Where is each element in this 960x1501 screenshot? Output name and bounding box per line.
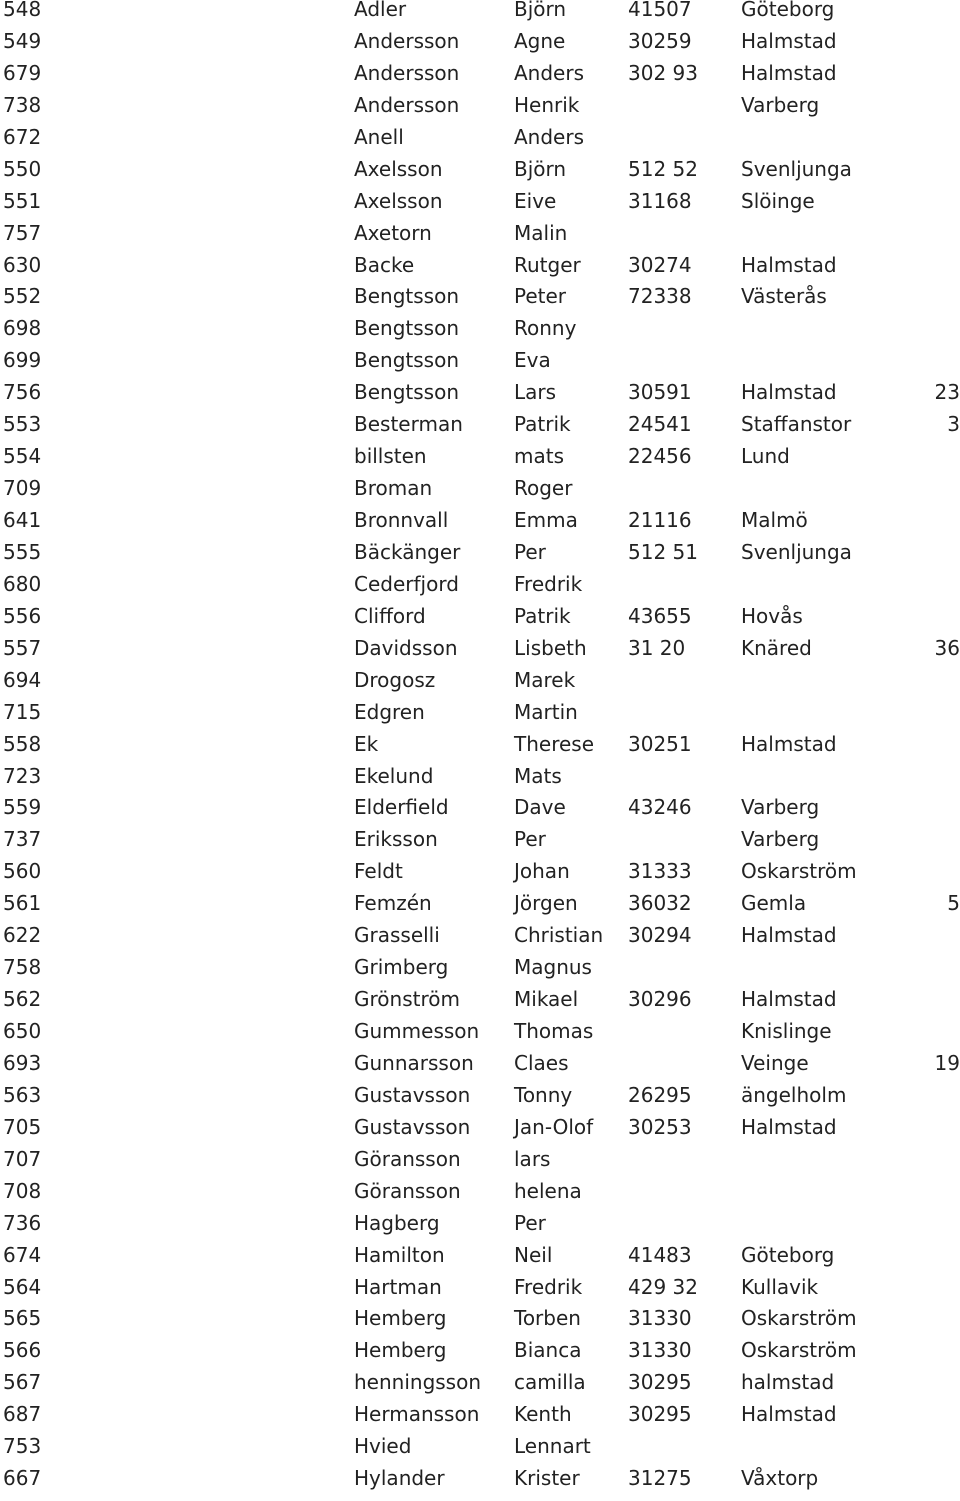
- member-id: 550: [3, 156, 42, 181]
- first-name: Fredrik: [514, 1274, 583, 1299]
- table-row: [0, 859, 960, 894]
- member-id: 757: [3, 220, 42, 245]
- table-row: [0, 1178, 960, 1214]
- city: Våxtorp: [741, 1466, 819, 1491]
- first-name: lars: [514, 1146, 551, 1171]
- first-name: Kenth: [514, 1402, 572, 1427]
- first-name: Marek: [514, 667, 576, 692]
- table-row: [0, 635, 960, 671]
- city: Varberg: [741, 795, 820, 820]
- member-id: 622: [3, 923, 42, 948]
- member-id: 715: [3, 699, 42, 724]
- table-row: [0, 1242, 960, 1278]
- city: Halmstad: [741, 60, 837, 85]
- first-name: Mikael: [514, 987, 579, 1012]
- postal-code: 302 93: [628, 60, 698, 85]
- last-name: Eriksson: [354, 827, 438, 852]
- last-name: Axelsson: [354, 156, 443, 181]
- member-id: 753: [3, 1434, 42, 1459]
- postal-code: 31330: [628, 1306, 692, 1331]
- table-row: [0, 1050, 960, 1086]
- member-id: 558: [3, 731, 42, 756]
- last-name: Davidsson: [354, 635, 458, 660]
- last-name: Grimberg: [354, 955, 449, 980]
- table-row: [0, 252, 960, 288]
- table-row: [0, 603, 960, 639]
- table-row: [0, 1082, 960, 1118]
- postal-code: 31168: [628, 188, 692, 213]
- first-name: Agne: [514, 28, 566, 53]
- member-id: 557: [3, 635, 42, 660]
- city: Halmstad: [741, 987, 837, 1012]
- city: Halmstad: [741, 1114, 837, 1139]
- member-id: 556: [3, 603, 42, 628]
- city: Slöinge: [741, 188, 815, 213]
- city: Göteborg: [741, 1242, 835, 1267]
- first-name: Henrik: [514, 92, 580, 117]
- city: Malmö: [741, 508, 808, 532]
- first-name: Per: [514, 827, 546, 852]
- first-name: Emma: [514, 508, 578, 532]
- table-row: [0, 923, 960, 958]
- table-row: [0, 28, 960, 64]
- last-name: Hylander: [354, 1466, 445, 1491]
- postal-code: 22456: [628, 444, 692, 469]
- city: Staffanstor: [741, 412, 852, 437]
- member-id: 553: [3, 412, 42, 437]
- member-id: 738: [3, 92, 42, 117]
- last-name: Broman: [354, 476, 433, 501]
- first-name: Björn: [514, 0, 567, 21]
- last-name: Bengtsson: [354, 380, 459, 405]
- postal-code: 30294: [628, 923, 692, 948]
- extra-value: 23: [934, 380, 960, 405]
- city: Västerås: [741, 284, 827, 309]
- first-name: Eva: [514, 348, 551, 373]
- table-row: [0, 92, 960, 128]
- first-name: Patrik: [514, 412, 571, 437]
- postal-code: 30259: [628, 28, 692, 53]
- last-name: Göransson: [354, 1146, 461, 1171]
- city: Kullavik: [741, 1274, 819, 1299]
- first-name: helena: [514, 1178, 582, 1203]
- table-row: [0, 284, 960, 319]
- table-row: [0, 220, 960, 256]
- table-row: [0, 476, 960, 511]
- member-id: 758: [3, 955, 42, 980]
- last-name: Feldt: [354, 859, 403, 884]
- table-row: [0, 763, 960, 799]
- table-row: [0, 1306, 960, 1341]
- city: Oskarström: [741, 859, 857, 884]
- postal-code: 26295: [628, 1082, 692, 1107]
- first-name: Therese: [514, 731, 595, 756]
- member-id: 650: [3, 1019, 42, 1043]
- table-row: [0, 444, 960, 479]
- last-name: Backe: [354, 252, 415, 277]
- member-id: 680: [3, 571, 42, 596]
- first-name: Roger: [514, 476, 573, 501]
- city: Knäred: [741, 635, 812, 660]
- first-name: Per: [514, 1210, 546, 1235]
- postal-code: 31 20: [628, 635, 686, 660]
- member-id: 559: [3, 795, 42, 820]
- first-name: Malin: [514, 220, 568, 245]
- first-name: Neil: [514, 1242, 553, 1267]
- city: Varberg: [741, 827, 820, 852]
- extra-value: 36: [934, 635, 960, 660]
- first-name: Anders: [514, 60, 584, 85]
- city: Halmstad: [741, 923, 837, 948]
- last-name: Andersson: [354, 28, 460, 53]
- city: Oskarström: [741, 1306, 857, 1331]
- member-id: 699: [3, 348, 42, 373]
- postal-code: 43246: [628, 795, 692, 820]
- first-name: camilla: [514, 1370, 586, 1395]
- member-id: 737: [3, 827, 42, 852]
- postal-code: 41483: [628, 1242, 692, 1267]
- table-row: [0, 731, 960, 767]
- city: Göteborg: [741, 0, 835, 21]
- first-name: Rutger: [514, 252, 581, 277]
- postal-code: 31330: [628, 1338, 692, 1363]
- first-name: Peter: [514, 284, 567, 309]
- last-name: Bengtsson: [354, 316, 459, 341]
- table-row: [0, 1338, 960, 1373]
- first-name: Jan-Olof: [514, 1114, 594, 1139]
- member-id: 756: [3, 380, 42, 405]
- postal-code: 30591: [628, 380, 692, 405]
- postal-code: 512 51: [628, 539, 698, 564]
- last-name: Femzén: [354, 891, 432, 916]
- member-id: 548: [3, 0, 42, 21]
- last-name: Axelsson: [354, 188, 443, 213]
- first-name: Johan: [514, 859, 570, 884]
- table-row: [0, 827, 960, 862]
- city: Halmstad: [741, 731, 837, 756]
- table-row: [0, 1434, 960, 1469]
- postal-code: 30274: [628, 252, 692, 277]
- last-name: Anell: [354, 124, 404, 149]
- table-row: [0, 0, 960, 32]
- table-row: [0, 1210, 960, 1246]
- city: halmstad: [741, 1370, 835, 1395]
- member-id: 679: [3, 60, 42, 85]
- member-id: 551: [3, 188, 42, 213]
- first-name: Christian: [514, 923, 604, 948]
- last-name: Grasselli: [354, 923, 440, 948]
- member-id: 674: [3, 1242, 42, 1267]
- city: Svenljunga: [741, 156, 852, 181]
- table-row: [0, 124, 960, 160]
- member-id: 694: [3, 667, 42, 692]
- last-name: Drogosz: [354, 667, 436, 692]
- extra-value: 5: [947, 891, 960, 916]
- member-id: 554: [3, 444, 42, 469]
- first-name: Dave: [514, 795, 566, 820]
- last-name: Hemberg: [354, 1338, 447, 1363]
- first-name: Lars: [514, 380, 557, 405]
- postal-code: 43655: [628, 603, 692, 628]
- postal-code: 21116: [628, 508, 692, 532]
- table-row: [0, 1370, 960, 1405]
- postal-code: 512 52: [628, 156, 698, 181]
- extra-value: 3: [947, 412, 960, 437]
- first-name: Lennart: [514, 1434, 591, 1459]
- last-name: Ekelund: [354, 763, 434, 788]
- member-id: 564: [3, 1274, 42, 1299]
- table-row: [0, 1402, 960, 1437]
- last-name: Elderfield: [354, 795, 449, 820]
- first-name: Claes: [514, 1050, 569, 1075]
- last-name: Hermansson: [354, 1402, 480, 1427]
- member-id: 562: [3, 987, 42, 1012]
- member-id: 565: [3, 1306, 42, 1331]
- last-name: Ek: [354, 731, 379, 756]
- last-name: Hvied: [354, 1434, 412, 1459]
- city: Hovås: [741, 603, 803, 628]
- table-row: [0, 1466, 960, 1501]
- postal-code: 72338: [628, 284, 692, 309]
- last-name: henningsson: [354, 1370, 482, 1395]
- member-id: 630: [3, 252, 42, 277]
- first-name: Thomas: [514, 1019, 594, 1043]
- table-row: [0, 987, 960, 1022]
- member-id: 561: [3, 891, 42, 916]
- table-row: [0, 60, 960, 96]
- table-row: [0, 795, 960, 830]
- postal-code: 30251: [628, 731, 692, 756]
- postal-code: 429 32: [628, 1274, 698, 1299]
- member-id: 566: [3, 1338, 42, 1363]
- member-id: 705: [3, 1114, 42, 1139]
- member-id: 563: [3, 1082, 42, 1107]
- member-id: 707: [3, 1146, 42, 1171]
- city: Gemla: [741, 891, 807, 916]
- city: Knislinge: [741, 1019, 832, 1043]
- member-id: 736: [3, 1210, 42, 1235]
- first-name: Fredrik: [514, 571, 583, 596]
- member-id: 555: [3, 539, 42, 564]
- first-name: Jörgen: [514, 891, 578, 916]
- last-name: Gummesson: [354, 1019, 480, 1043]
- last-name: Hagberg: [354, 1210, 440, 1235]
- table-row: [0, 508, 960, 543]
- table-row: [0, 1274, 960, 1310]
- member-id: 723: [3, 763, 42, 788]
- member-id: 549: [3, 28, 42, 53]
- last-name: Axetorn: [354, 220, 432, 245]
- table-row: [0, 412, 960, 447]
- table-row: [0, 1146, 960, 1182]
- last-name: Bronnvall: [354, 508, 449, 532]
- postal-code: 30295: [628, 1402, 692, 1427]
- table-row: [0, 539, 960, 575]
- city: Oskarström: [741, 1338, 857, 1363]
- member-id: 698: [3, 316, 42, 341]
- first-name: Martin: [514, 699, 578, 724]
- table-row: [0, 1019, 960, 1054]
- table-row: [0, 316, 960, 351]
- postal-code: 41507: [628, 0, 692, 21]
- last-name: Clifford: [354, 603, 426, 628]
- table-row: [0, 380, 960, 415]
- first-name: Anders: [514, 124, 584, 149]
- city: Halmstad: [741, 28, 837, 53]
- table-row: [0, 955, 960, 990]
- first-name: Eive: [514, 188, 557, 213]
- first-name: Patrik: [514, 603, 571, 628]
- city: Lund: [741, 444, 790, 469]
- last-name: Hartman: [354, 1274, 442, 1299]
- last-name: Bengtsson: [354, 348, 459, 373]
- first-name: Per: [514, 539, 546, 564]
- city: Varberg: [741, 92, 820, 117]
- last-name: Gustavsson: [354, 1114, 471, 1139]
- extra-value: 19: [934, 1050, 960, 1075]
- last-name: Andersson: [354, 92, 460, 117]
- last-name: Cederfjord: [354, 571, 459, 596]
- postal-code: 31333: [628, 859, 692, 884]
- postal-code: 36032: [628, 891, 692, 916]
- postal-code: 30295: [628, 1370, 692, 1395]
- first-name: Krister: [514, 1466, 580, 1491]
- last-name: Edgren: [354, 699, 425, 724]
- member-id: 708: [3, 1178, 42, 1203]
- member-id: 687: [3, 1402, 42, 1427]
- last-name: Hemberg: [354, 1306, 447, 1331]
- member-id: 641: [3, 508, 42, 532]
- first-name: Björn: [514, 156, 567, 181]
- last-name: Bengtsson: [354, 284, 459, 309]
- city: Halmstad: [741, 380, 837, 405]
- member-id: 693: [3, 1050, 42, 1075]
- last-name: Besterman: [354, 412, 463, 437]
- postal-code: 31275: [628, 1466, 692, 1491]
- first-name: Torben: [514, 1306, 581, 1331]
- city: Svenljunga: [741, 539, 852, 564]
- table-row: [0, 188, 960, 224]
- postal-code: 30253: [628, 1114, 692, 1139]
- city: Halmstad: [741, 1402, 837, 1427]
- member-id: 567: [3, 1370, 42, 1395]
- member-id: 552: [3, 284, 42, 309]
- table-row: [0, 1114, 960, 1150]
- first-name: Bianca: [514, 1338, 582, 1363]
- last-name: Göransson: [354, 1178, 461, 1203]
- table-row: [0, 348, 960, 383]
- last-name: billsten: [354, 444, 427, 469]
- last-name: Gustavsson: [354, 1082, 471, 1107]
- first-name: Magnus: [514, 955, 592, 980]
- last-name: Gunnarsson: [354, 1050, 474, 1075]
- first-name: Mats: [514, 763, 562, 788]
- member-id: 672: [3, 124, 42, 149]
- last-name: Adler: [354, 0, 407, 21]
- last-name: Hamilton: [354, 1242, 445, 1267]
- first-name: mats: [514, 444, 564, 469]
- first-name: Tonny: [514, 1082, 573, 1107]
- postal-code: 24541: [628, 412, 692, 437]
- first-name: Ronny: [514, 316, 577, 341]
- city: ängelholm: [741, 1082, 847, 1107]
- last-name: Andersson: [354, 60, 460, 85]
- table-row: [0, 571, 960, 607]
- first-name: Lisbeth: [514, 635, 587, 660]
- last-name: Grönström: [354, 987, 460, 1012]
- member-id: 667: [3, 1466, 42, 1491]
- table-row: [0, 156, 960, 192]
- postal-code: 30296: [628, 987, 692, 1012]
- last-name: Bäckänger: [354, 539, 461, 564]
- city: Halmstad: [741, 252, 837, 277]
- table-row: [0, 699, 960, 735]
- member-id: 560: [3, 859, 42, 884]
- table-row: [0, 891, 960, 926]
- table-row: [0, 667, 960, 703]
- member-id: 709: [3, 476, 42, 501]
- city: Veinge: [741, 1050, 809, 1075]
